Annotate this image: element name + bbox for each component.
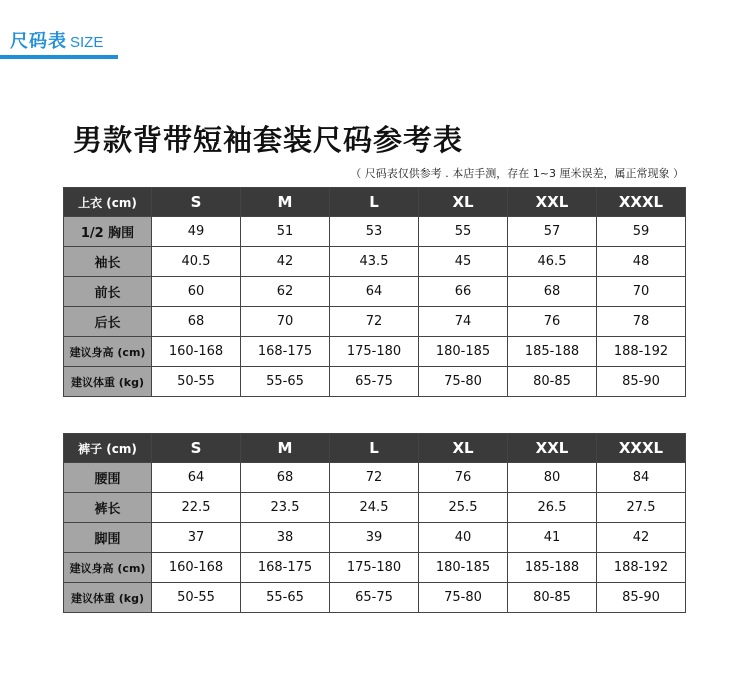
table-row	[64, 307, 686, 337]
table-cell: 60	[152, 277, 241, 307]
row-label: 建议身高 (cm)	[64, 553, 152, 583]
table-cell: 25.5	[419, 493, 508, 523]
table-cell: 180-185	[419, 553, 508, 583]
table-cell: 72	[330, 307, 419, 337]
row-label: 前长	[64, 277, 152, 307]
header-underline	[0, 55, 118, 59]
row-label: 建议身高 (cm)	[64, 337, 152, 367]
table-cell: 66	[419, 277, 508, 307]
table-cell: 55-65	[241, 583, 330, 613]
size-header: XXXL	[597, 188, 686, 217]
table-cell: 46.5	[508, 247, 597, 277]
table-cell: 185-188	[508, 553, 597, 583]
table-cell: 41	[508, 523, 597, 553]
table-row	[64, 217, 686, 247]
table-cell: 76	[508, 307, 597, 337]
table-cell: 42	[597, 523, 686, 553]
table-cell: 75-80	[419, 583, 508, 613]
table-cell: 65-75	[330, 367, 419, 397]
row-label: 腰围	[64, 463, 152, 493]
table-cell: 51	[241, 217, 330, 247]
table-cell: 70	[241, 307, 330, 337]
table-cell: 38	[241, 523, 330, 553]
size-header: XL	[419, 434, 508, 463]
table-cell: 42	[241, 247, 330, 277]
table-cell: 168-175	[241, 553, 330, 583]
table-cell: 55-65	[241, 367, 330, 397]
table-cell: 175-180	[330, 553, 419, 583]
row-label: 建议体重 (kg)	[64, 367, 152, 397]
table-header-row	[64, 188, 686, 217]
table-cell: 68	[508, 277, 597, 307]
disclaimer-note: （ 尺码表仅供参考 . 本店手测，存在 1~3 厘米误差，属正常现象 ）	[350, 167, 684, 180]
table-row	[64, 523, 686, 553]
top-size-table	[63, 187, 686, 397]
table-cell: 188-192	[597, 337, 686, 367]
table-header-label: 上衣 (cm)	[64, 188, 152, 217]
table-cell: 49	[152, 217, 241, 247]
table-row	[64, 493, 686, 523]
table-cell: 160-168	[152, 553, 241, 583]
table-cell: 26.5	[508, 493, 597, 523]
table-cell: 39	[330, 523, 419, 553]
table-row	[64, 367, 686, 397]
table-cell: 40.5	[152, 247, 241, 277]
table-row	[64, 553, 686, 583]
table-row	[64, 583, 686, 613]
table-cell: 76	[419, 463, 508, 493]
table-cell: 85-90	[597, 367, 686, 397]
table-cell: 180-185	[419, 337, 508, 367]
section-title: 尺码表	[10, 31, 67, 52]
table-cell: 78	[597, 307, 686, 337]
table-row	[64, 247, 686, 277]
size-header: L	[330, 188, 419, 217]
pants-size-table	[63, 433, 686, 613]
table-cell: 70	[597, 277, 686, 307]
table-cell: 22.5	[152, 493, 241, 523]
table-cell: 185-188	[508, 337, 597, 367]
table-header-row	[64, 434, 686, 463]
size-header: XL	[419, 188, 508, 217]
table-cell: 23.5	[241, 493, 330, 523]
row-label: 1/2 胸围	[64, 217, 152, 247]
table-cell: 160-168	[152, 337, 241, 367]
size-header: XXL	[508, 434, 597, 463]
size-header: L	[330, 434, 419, 463]
row-label: 脚围	[64, 523, 152, 553]
table-cell: 57	[508, 217, 597, 247]
table-cell: 62	[241, 277, 330, 307]
table-cell: 27.5	[597, 493, 686, 523]
table-cell: 72	[330, 463, 419, 493]
table-cell: 80	[508, 463, 597, 493]
row-label: 裤长	[64, 493, 152, 523]
table-cell: 175-180	[330, 337, 419, 367]
section-subtitle: SIZE	[70, 34, 104, 51]
size-header: XXL	[508, 188, 597, 217]
table-cell: 37	[152, 523, 241, 553]
table-cell: 64	[152, 463, 241, 493]
size-header: M	[241, 434, 330, 463]
table-row	[64, 337, 686, 367]
table-cell: 53	[330, 217, 419, 247]
row-label: 袖长	[64, 247, 152, 277]
table-row	[64, 277, 686, 307]
table-cell: 84	[597, 463, 686, 493]
table-cell: 43.5	[330, 247, 419, 277]
row-label: 后长	[64, 307, 152, 337]
table-cell: 50-55	[152, 367, 241, 397]
table-cell: 45	[419, 247, 508, 277]
table-cell: 65-75	[330, 583, 419, 613]
table-cell: 80-85	[508, 367, 597, 397]
table-cell: 80-85	[508, 583, 597, 613]
table-cell: 68	[152, 307, 241, 337]
size-header: M	[241, 188, 330, 217]
table-cell: 48	[597, 247, 686, 277]
size-header: XXXL	[597, 434, 686, 463]
table-cell: 64	[330, 277, 419, 307]
row-label: 建议体重 (kg)	[64, 583, 152, 613]
table-cell: 59	[597, 217, 686, 247]
table-cell: 188-192	[597, 553, 686, 583]
page-title: 男款背带短袖套装尺码参考表	[73, 123, 464, 157]
table-row	[64, 463, 686, 493]
table-header-label: 裤子 (cm)	[64, 434, 152, 463]
table-cell: 74	[419, 307, 508, 337]
size-header: S	[152, 188, 241, 217]
table-cell: 55	[419, 217, 508, 247]
size-header: S	[152, 434, 241, 463]
table-cell: 68	[241, 463, 330, 493]
table-cell: 40	[419, 523, 508, 553]
section-header	[10, 27, 103, 53]
table-cell: 168-175	[241, 337, 330, 367]
table-cell: 75-80	[419, 367, 508, 397]
table-cell: 50-55	[152, 583, 241, 613]
table-cell: 85-90	[597, 583, 686, 613]
table-cell: 24.5	[330, 493, 419, 523]
